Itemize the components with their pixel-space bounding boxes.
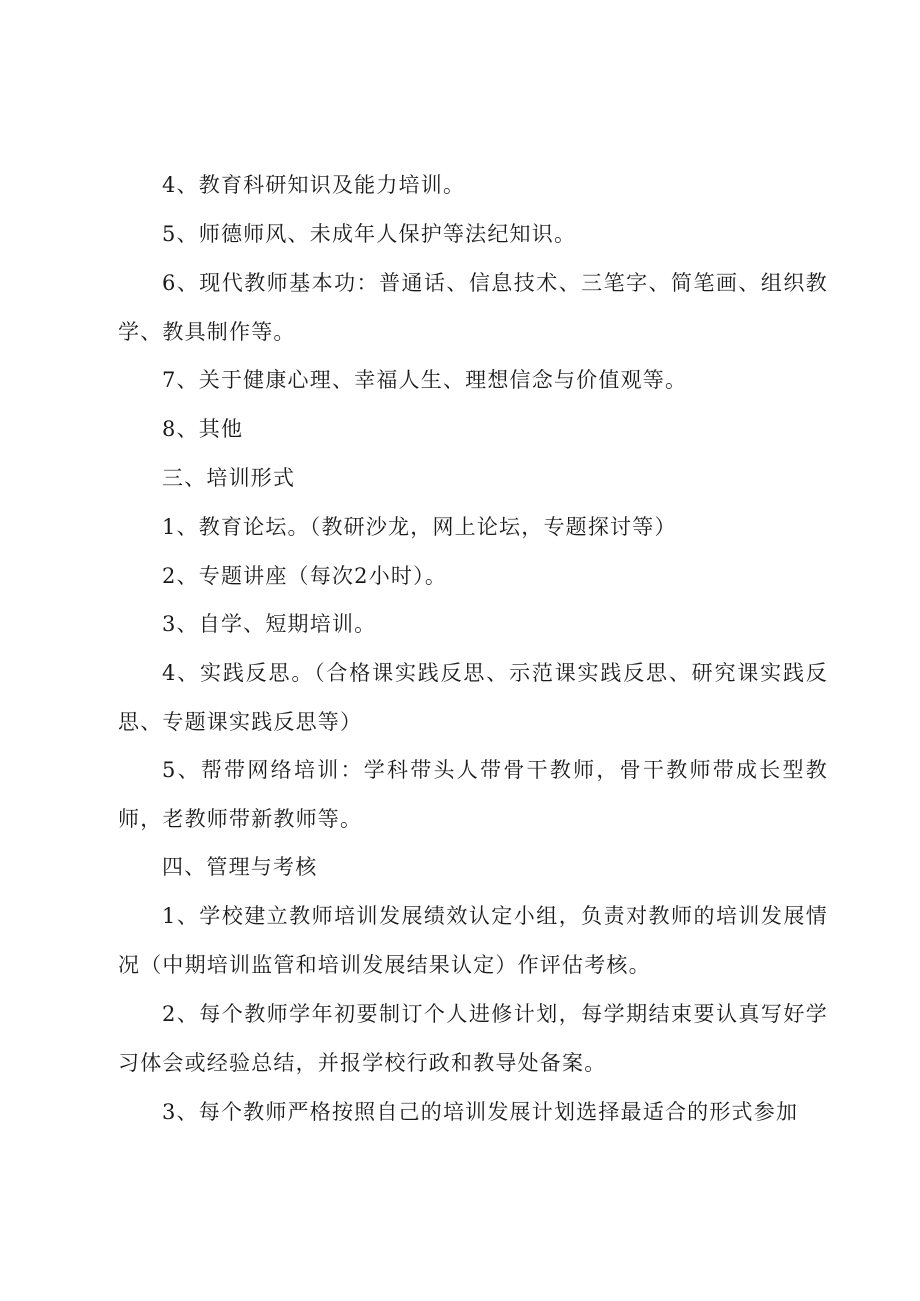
- list-item-reflection: 4、实践反思。（合格课实践反思、示范课实践反思、研究课实践反思、专题课实践反思等）: [118, 661, 828, 734]
- section-heading-management: 四、管理与考核: [162, 855, 318, 879]
- list-item-study-plan: 2、每个教师学年初要制订个人进修计划，每学期结束要认真写好学习体会或经验总结，并报学校行政和教导处备案。: [118, 1002, 828, 1075]
- list-item-mentoring: 5、帮带网络培训：学科带头人带骨干教师，骨干教师带成长型教师，老教师带新教师等。: [118, 758, 828, 831]
- list-item-forum: 1、教育论坛。（教研沙龙，网上论坛，专题探讨等）: [162, 515, 677, 539]
- section-heading-training-forms: 三、培训形式: [162, 466, 296, 490]
- list-item-assessment-group: 1、学校建立教师培训发展绩效认定小组，负责对教师的培训发展情况（中期培训监管和培训发展结果认定）作评估考核。: [118, 904, 828, 977]
- list-item-research-training: 4、教育科研知识及能力培训。: [162, 173, 466, 197]
- list-item-ethics-law: 5、师德师风、未成年人保护等法纪知识。: [162, 222, 577, 246]
- list-item-self-study: 3、自学、短期培训。: [162, 612, 377, 636]
- list-item-plan-selection: 3、每个教师严格按照自己的培训发展计划选择最适合的形式参加: [162, 1100, 799, 1124]
- list-item-basic-skills: 6、现代教师基本功：普通话、信息技术、三笔字、简笔画、组织教学、教具制作等。: [118, 271, 828, 344]
- list-item-lecture: 2、专题讲座（每次2小时）。: [162, 564, 448, 588]
- list-item-mental-health: 7、关于健康心理、幸福人生、理想信念与价值观等。: [162, 368, 688, 392]
- list-item-other: 8、其他: [162, 417, 244, 441]
